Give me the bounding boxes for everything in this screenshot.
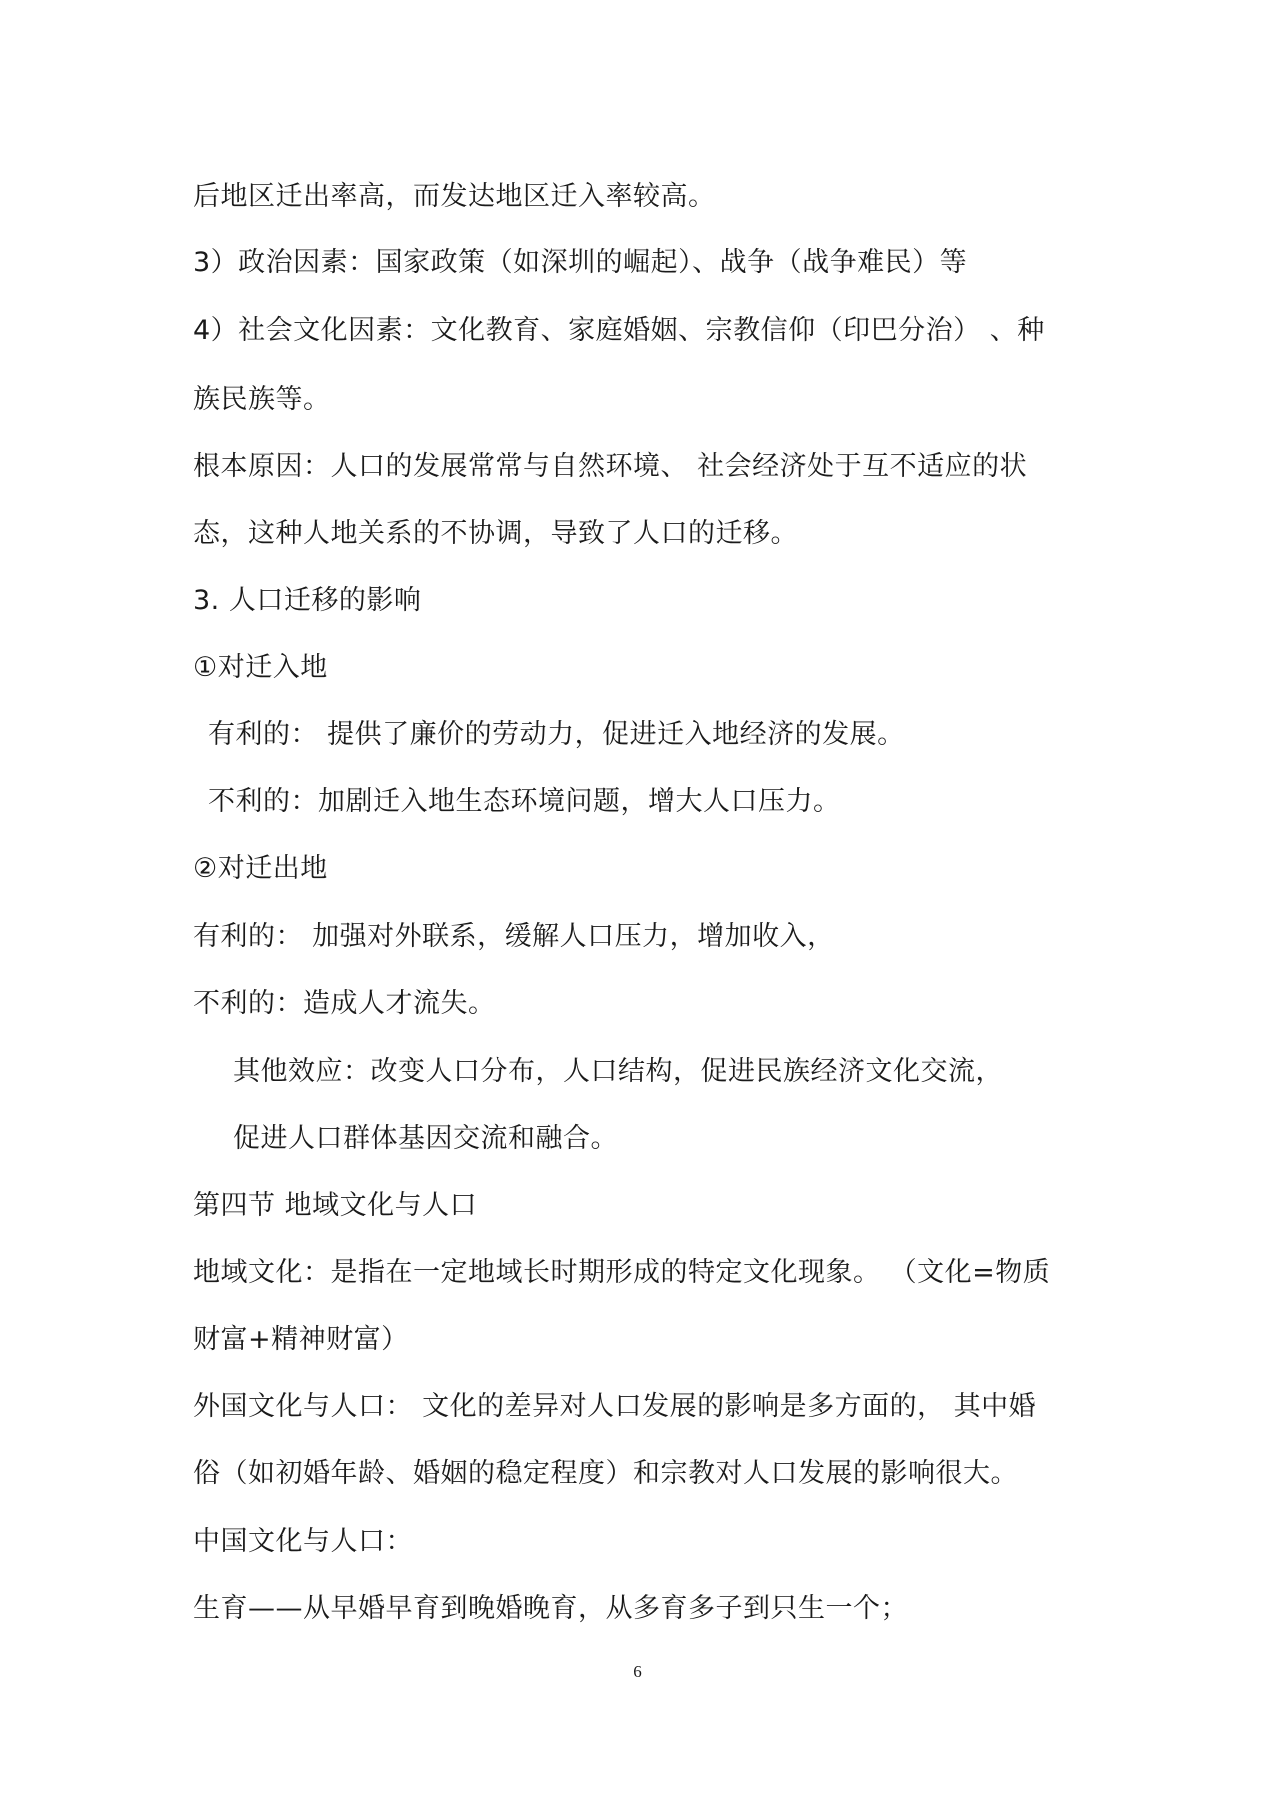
text-line: 外国文化与人口： 文化的差异对人口发展的影响是多方面的， 其中婚 xyxy=(193,1391,1037,1422)
text-line: 俗（如初婚年龄、婚姻的稳定程度）和宗教对人口发展的影响很大。 xyxy=(193,1458,1018,1489)
text-line: 有利的： 提供了廉价的劳动力，促进迁入地经济的发展。 xyxy=(208,719,905,750)
text-line: 其他效应：改变人口分布，人口结构，促进民族经济文化交流， xyxy=(233,1056,1003,1087)
text-line: 财富+精神财富） xyxy=(193,1324,409,1355)
text-line: 态，这种人地关系的不协调，导致了人口的迁移。 xyxy=(193,518,798,549)
text-line: 族民族等。 xyxy=(193,384,331,415)
section-heading: 3. 人口迁移的影响 xyxy=(193,585,422,616)
text-line: 有利的： 加强对外联系，缓解人口压力，增加收入， xyxy=(193,921,835,952)
text-line: ②对迁出地 xyxy=(193,853,328,884)
text-line: 地域文化：是指在一定地域长时期形成的特定文化现象。 （文化=物质 xyxy=(193,1257,1051,1288)
text-line: ①对迁入地 xyxy=(193,652,328,683)
text-line: 根本原因：人口的发展常常与自然环境、 社会经济处于互不适应的状 xyxy=(193,451,1028,482)
text-line: 不利的：加剧迁入地生态环境问题，增大人口压力。 xyxy=(208,786,841,817)
section-heading: 第四节 地域文化与人口 xyxy=(193,1190,478,1221)
text-line: 中国文化与人口： xyxy=(193,1526,413,1557)
page-number: 6 xyxy=(633,1662,642,1681)
text-line: 3）政治因素：国家政策（如深圳的崛起）、战争（战争难民）等 xyxy=(193,247,968,278)
text-line: 后地区迁出率高，而发达地区迁入率较高。 xyxy=(193,181,716,212)
text-line: 促进人口群体基因交流和融合。 xyxy=(233,1123,618,1154)
text-line: 不利的：造成人才流失。 xyxy=(193,988,496,1019)
text-line: 4）社会文化因素：文化教育、家庭婚姻、宗教信仰（印巴分治） 、种 xyxy=(193,315,1045,346)
text-line: 生育——从早婚早育到晚婚晚育，从多育多子到只生一个； xyxy=(193,1593,908,1624)
